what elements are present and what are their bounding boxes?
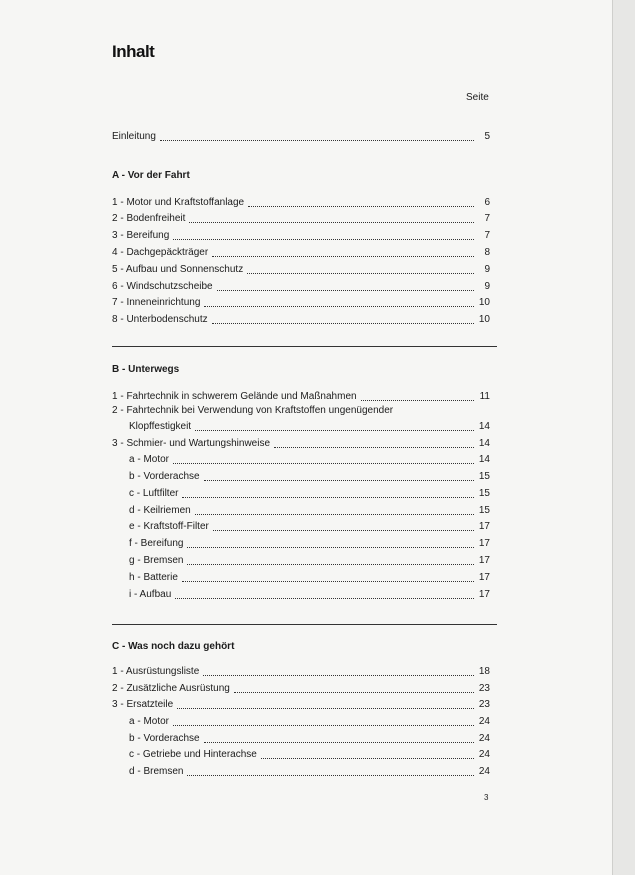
toc-entry-label: 1 - Fahrtechnik in schwerem Gelände und Maßnahmen xyxy=(112,391,357,402)
toc-entry-page: 17 xyxy=(478,572,490,583)
toc-entry[interactable] xyxy=(112,228,490,242)
page-number: 3 xyxy=(484,793,489,802)
toc-entry-page: 24 xyxy=(478,733,490,744)
toc-entry-page: 17 xyxy=(478,538,490,549)
toc-entry[interactable] xyxy=(112,195,490,209)
toc-entry[interactable] xyxy=(112,436,490,450)
dot-leader xyxy=(177,707,474,709)
toc-entry[interactable] xyxy=(112,664,490,678)
show-through-decoration xyxy=(168,44,173,64)
dot-leader xyxy=(204,741,474,743)
toc-entry-label: 3 - Schmier- und Wartungshinweise xyxy=(112,438,271,449)
toc-entry-page: 7 xyxy=(484,230,490,241)
toc-entry[interactable] xyxy=(112,279,490,293)
toc-entry[interactable] xyxy=(112,312,490,326)
toc-entry-page: 9 xyxy=(484,264,490,275)
toc-entry-label: e - Kraftstoff-Filter xyxy=(129,521,209,532)
toc-entry-label: Klopffestigkeit xyxy=(129,421,192,432)
toc-entry-page: 14 xyxy=(478,438,490,449)
toc-entry-label: a - Motor xyxy=(129,454,170,465)
toc-entry-label: 1 - Ausrüstungsliste xyxy=(112,666,200,677)
toc-subentry[interactable] xyxy=(129,731,490,745)
toc-subentry[interactable] xyxy=(129,747,490,761)
toc-entry-label: Einleitung xyxy=(112,131,156,142)
dot-leader xyxy=(234,691,474,693)
dot-leader xyxy=(187,546,474,548)
dot-leader xyxy=(195,429,474,431)
dot-leader xyxy=(187,774,474,776)
dot-leader xyxy=(173,462,474,464)
toc-entry[interactable] xyxy=(112,262,490,276)
dot-leader xyxy=(182,580,474,582)
toc-subentry[interactable] xyxy=(129,553,490,567)
toc-subentry[interactable] xyxy=(129,570,490,584)
dot-leader xyxy=(247,272,474,274)
toc-entry-page: 24 xyxy=(478,766,490,777)
toc-entry-label: d - Bremsen xyxy=(129,766,184,777)
dot-leader xyxy=(187,563,474,565)
toc-entry-page: 15 xyxy=(478,471,490,482)
toc-entry[interactable] xyxy=(112,295,490,309)
toc-subentry[interactable] xyxy=(129,503,490,517)
toc-entry-page: 23 xyxy=(478,683,490,694)
toc-entry-page: 18 xyxy=(478,666,490,677)
toc-entry-page: 14 xyxy=(478,421,490,432)
toc-subentry[interactable] xyxy=(129,587,490,601)
toc-entry-page: 24 xyxy=(478,716,490,727)
dot-leader xyxy=(248,205,474,207)
dot-leader xyxy=(217,289,474,291)
toc-entry-page: 24 xyxy=(478,749,490,760)
toc-entry-page: 11 xyxy=(479,391,490,402)
toc-entry-label: d - Keilriemen xyxy=(129,505,191,516)
toc-entry-label: 7 - Inneneinrichtung xyxy=(112,297,201,308)
page-title: Inhalt xyxy=(112,42,155,61)
toc-entry-page: 17 xyxy=(478,521,490,532)
dot-leader xyxy=(182,496,474,498)
toc-entry[interactable] xyxy=(129,419,490,433)
toc-entry-page: 10 xyxy=(478,314,490,325)
dot-leader xyxy=(261,757,474,759)
toc-entry-label: c - Getriebe und Hinterachse xyxy=(129,749,257,760)
dot-leader xyxy=(189,221,474,223)
toc-entry-page: 15 xyxy=(478,488,490,499)
toc-entry-label: f - Bereifung xyxy=(129,538,184,549)
toc-subentry[interactable] xyxy=(129,536,490,550)
toc-entry[interactable] xyxy=(112,245,490,259)
dot-leader xyxy=(173,724,474,726)
dot-leader xyxy=(361,399,474,401)
section-b-heading: B - Unterwegs xyxy=(112,364,180,375)
dot-leader xyxy=(274,446,474,448)
toc-entry-label: 3 - Bereifung xyxy=(112,230,170,241)
toc-entry-page: 9 xyxy=(484,281,490,292)
toc-entry-label: 4 - Dachgepäckträger xyxy=(112,247,209,258)
toc-entry[interactable] xyxy=(112,681,490,695)
toc-entry-page: 8 xyxy=(484,247,490,258)
toc-entry-label: 5 - Aufbau und Sonnenschutz xyxy=(112,264,244,275)
dot-leader xyxy=(195,513,474,515)
seite-label: Seite xyxy=(466,92,489,103)
toc-entry-page: 14 xyxy=(478,454,490,465)
toc-entry-page: 10 xyxy=(478,297,490,308)
toc-entry-label: b - Vorderachse xyxy=(129,733,200,744)
dot-leader xyxy=(203,674,474,676)
section-divider xyxy=(112,624,497,625)
toc-entry-label: a - Motor xyxy=(129,716,170,727)
toc-entry-label: 2 - Bodenfreiheit xyxy=(112,213,186,224)
section-divider xyxy=(112,346,497,347)
toc-entry-label: g - Bremsen xyxy=(129,555,184,566)
toc-subentry[interactable] xyxy=(129,519,490,533)
toc-entry-page: 6 xyxy=(484,197,490,208)
toc-entry-label: 8 - Unterbodenschutz xyxy=(112,314,208,325)
toc-entry-page: 17 xyxy=(478,589,490,600)
dot-leader xyxy=(204,305,474,307)
toc-subentry[interactable] xyxy=(129,452,490,466)
toc-entry[interactable] xyxy=(112,211,490,225)
toc-entry-label: b - Vorderachse xyxy=(129,471,200,482)
toc-subentry[interactable] xyxy=(129,714,490,728)
toc-entry-page: 17 xyxy=(478,555,490,566)
toc-entry-einleitung[interactable] xyxy=(112,129,490,143)
toc-entry-page: 5 xyxy=(484,131,490,142)
toc-entry-label: 6 - Windschutzscheibe xyxy=(112,281,213,292)
toc-subentry[interactable] xyxy=(129,486,490,500)
dot-leader xyxy=(212,255,474,257)
toc-entry-label: c - Luftfilter xyxy=(129,488,179,499)
toc-entry[interactable] xyxy=(112,697,490,711)
toc-entry-page: 23 xyxy=(478,699,490,710)
toc-entry-label: 1 - Motor und Kraftstoffanlage xyxy=(112,197,245,208)
toc-entry-label: 3 - Ersatzteile xyxy=(112,699,174,710)
dot-leader xyxy=(173,238,474,240)
section-a-heading: A - Vor der Fahrt xyxy=(112,170,190,181)
dot-leader xyxy=(213,529,474,531)
section-c-heading: C - Was noch dazu gehört xyxy=(112,641,235,652)
toc-entry-label[interactable]: 2 - Fahrtechnik bei Verwendung von Kraftstoffen ungenügender xyxy=(112,405,394,416)
dot-leader xyxy=(160,139,474,141)
toc-entry-label: h - Batterie xyxy=(129,572,178,583)
dot-leader xyxy=(204,479,474,481)
toc-subentry[interactable] xyxy=(129,469,490,483)
toc-entry[interactable] xyxy=(112,389,490,403)
toc-entry-label: 2 - Zusätzliche Ausrüstung xyxy=(112,683,230,694)
toc-entry-label: i - Aufbau xyxy=(129,589,172,600)
toc-entry-page: 7 xyxy=(484,213,490,224)
dot-leader xyxy=(212,322,474,324)
toc-subentry[interactable] xyxy=(129,764,490,778)
toc-entry-page: 15 xyxy=(478,505,490,516)
dot-leader xyxy=(175,597,474,599)
